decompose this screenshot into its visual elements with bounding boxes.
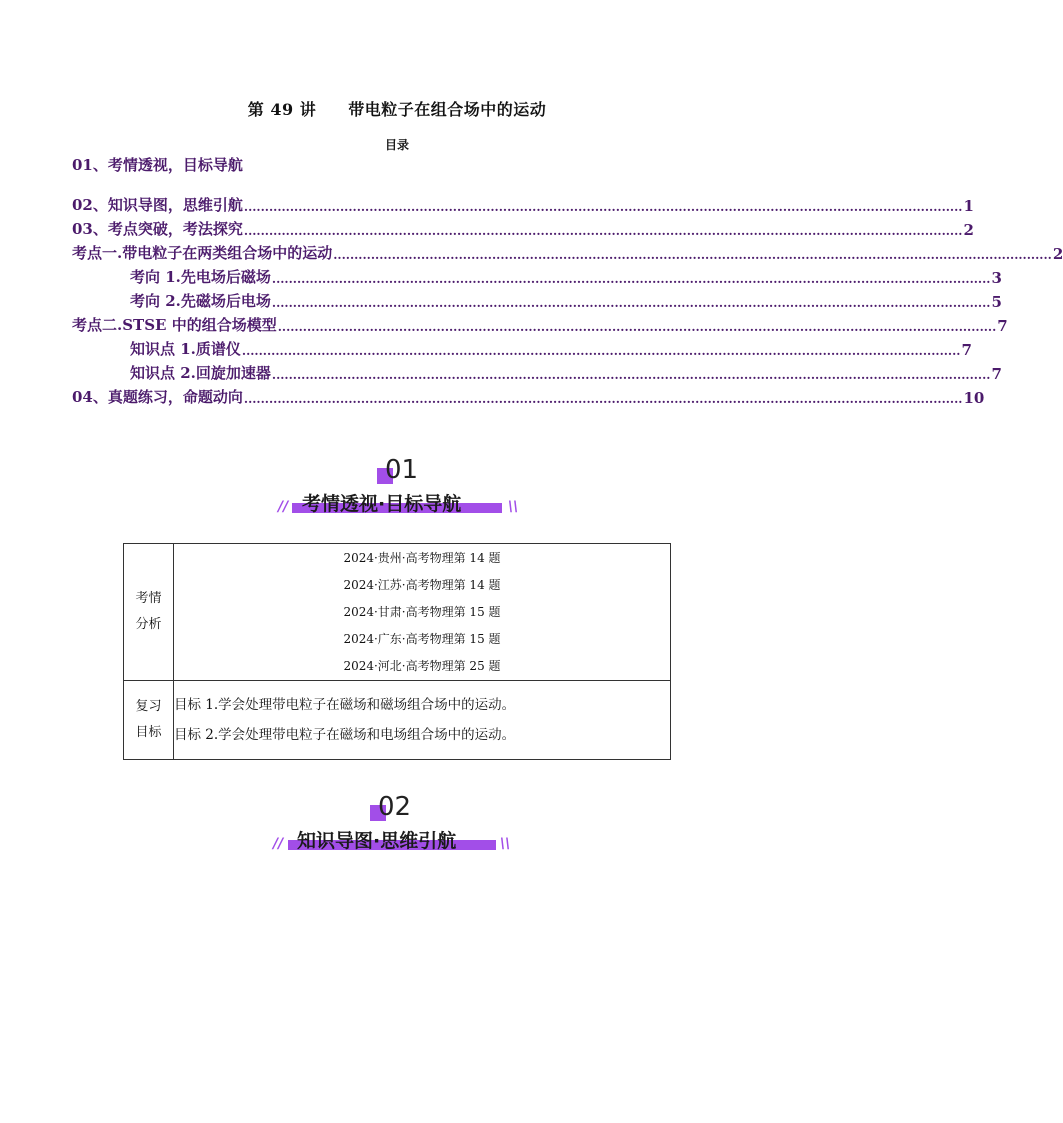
table-row [124,544,671,681]
toc-entry-label: 考点一.带电粒子在两类组合场中的运动 [72,244,333,262]
toc-leader: ............................................................................................................................................................................ [243,200,963,214]
toc-page: 7 [961,341,972,359]
section-number: 01 [385,455,419,485]
section-number: 02 [378,792,412,822]
section-title: 知识导图·思维引航 [297,830,457,852]
toc-entry[interactable] [72,313,1008,335]
toc-page: 7 [997,317,1008,335]
table-row [124,681,671,760]
toc-entry[interactable] [72,241,1063,263]
exam-analysis-label: 考情 分析 [124,544,174,681]
toc-entry[interactable] [72,217,974,239]
toc-entry[interactable] [72,385,985,407]
lecture-number: 第 49 讲 [247,100,317,119]
lecture-topic: 带电粒子在组合场中的运动 [348,100,547,119]
toc-entry-label: 考向 1.先电场后磁场 [130,268,271,286]
exam-item: 2024·河北·高考物理第 25 题 [343,658,501,673]
section-01-badge [0,455,794,525]
toc-page: 2 [963,221,974,239]
left-slash-decoration: // [278,499,289,515]
exam-list [174,544,671,681]
left-slash-decoration: // [273,836,284,852]
toc-leader: ............................................................................................................................................................................ [243,392,963,406]
toc-entry[interactable] [130,265,1002,287]
toc-entry-label: 03、考点突破，考法探究 [72,220,243,238]
toc-page: 7 [991,365,1002,383]
right-slash-decoration: \\ [500,836,511,852]
toc-leader: ............................................................................................................................................................................ [243,224,963,238]
toc-leader: ............................................................................................................................................................................ [271,368,991,382]
toc-entry[interactable] [130,337,972,359]
goal-item: 目标 1.学会处理带电粒子在磁场和磁场组合场中的运动。 [174,697,516,713]
section-02-badge [0,792,794,862]
section-title: 考情透视·目标导航 [302,493,462,515]
toc-entry-label: 知识点 1.质谱仪 [130,340,241,358]
toc-entry[interactable] [72,153,724,175]
exam-item: 2024·广东·高考物理第 15 题 [343,631,501,646]
toc-leader: ............................................................................................................................................................................ [271,296,991,310]
toc-entry-label: 02、知识导图，思维引航 [72,196,243,214]
toc-leader: ............................................................................................................................................................................ [241,344,961,358]
toc-page: 2 [1052,245,1063,263]
toc-heading: 目录 [384,138,409,152]
toc-entry[interactable] [72,193,974,215]
toc-page: 1 [963,197,974,215]
toc-leader: ............................................................................................................................................................................ [277,320,997,334]
toc-entry-label: 01、考情透视，目标导航 [72,156,243,174]
toc-page: 10 [963,389,985,407]
toc-entry-label: 04、真题练习，命题动向 [72,388,243,406]
goal-list [174,681,671,760]
exam-item: 2024·甘肃·高考物理第 15 题 [343,604,501,619]
toc-entry-label: 考向 2.先磁场后电场 [130,292,271,310]
goal-item: 目标 2.学会处理带电粒子在磁场和电场组合场中的运动。 [174,727,516,743]
exam-item: 2024·江苏·高考物理第 14 题 [343,577,501,592]
toc-entry[interactable] [130,289,1002,311]
toc-page: 5 [991,293,1002,311]
exam-info-table [123,543,671,760]
review-goals-label: 复习 目标 [124,681,174,760]
toc-page: 3 [991,269,1002,287]
toc-entry-label: 知识点 2.回旋加速器 [130,364,271,382]
toc-entry-label: 考点二.STSE 中的组合场模型 [72,316,277,334]
toc-leader: ............................................................................................................................................................................ [333,248,1052,262]
toc-leader: ............................................................................................................................................................................ [271,272,991,286]
toc-entry[interactable] [130,361,1002,383]
right-slash-decoration: \\ [508,499,519,515]
page-title [0,97,794,120]
exam-item: 2024·贵州·高考物理第 14 题 [343,550,501,565]
